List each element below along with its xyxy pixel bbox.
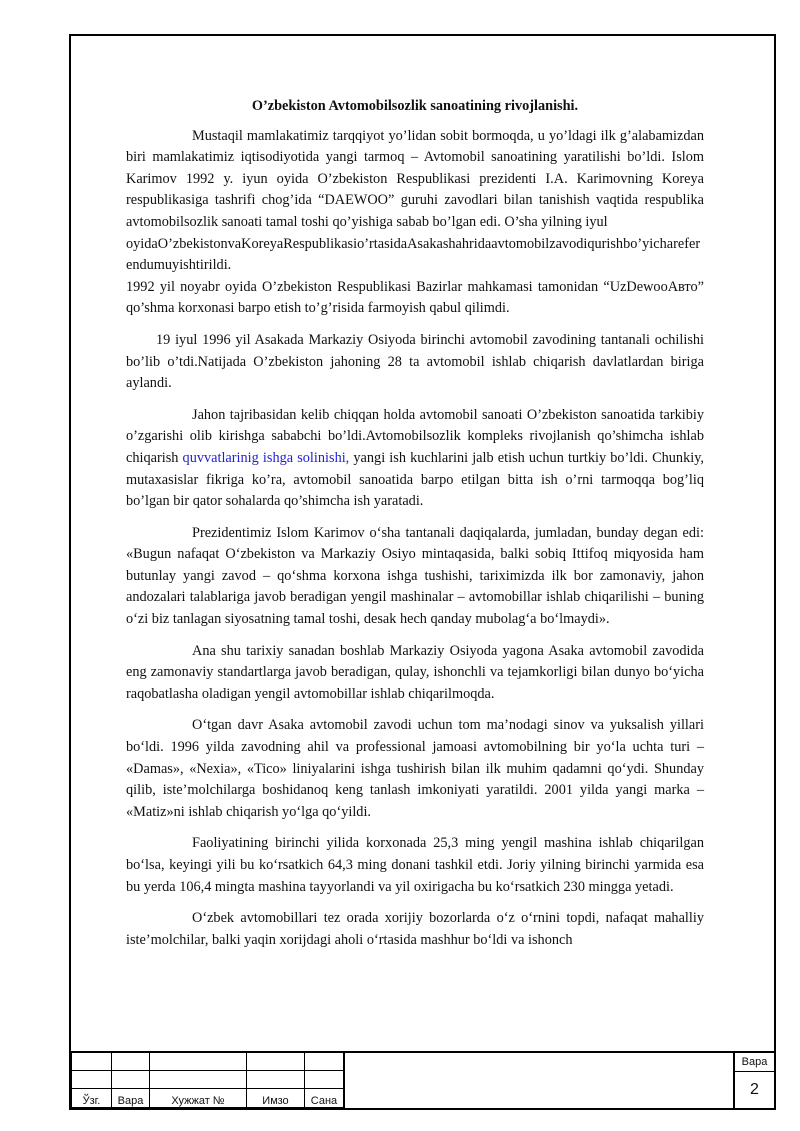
title-block-main: [343, 1051, 737, 1108]
document-body: [126, 96, 704, 961]
document-title: O’zbekiston Avtomobilsozlik sanoatining rivojlanishi.: [251, 98, 579, 114]
paragraph-6: O‘tgan davr Asaka avtomobil zavodi uchun tom ma’nodagi sinov va yuksalish yillari bo‘ldi. 1996 yilda zavodning ahil va professional jamoasi avtomobilning bir yo‘la uchta turi – «Damas», «Nexia», «Tico» liniyalarini ishga tushirish bilan ilk muhim qadamni qo‘ydi. Shunday qilib, iste’molchilarga boshidanoq keng tanlash imkoniyati yaratildi. 2001 yilda yangi marka – «Matiz»ni ishlab chiqarish yo‘lga qo‘yildi.: [126, 717, 704, 820]
sheet-label: Вара: [735, 1051, 774, 1072]
paragraph-7: Faoliyatining birinchi yilida korxonada 25,3 ming yengil mashina ishlab chiqarilgan bo‘lsa, keyingi yili bu ko‘rsatkich 64,3 ming donani tashkil etdi. Joriy yilning birinchi yarmida esa bu yerda 106,4 mingta mashina tayyorlandi va yil oxirigacha bu ko‘rsatkich 230 mingga yetadi.: [126, 835, 704, 895]
paragraph-8: O‘zbek avtomobillari tez orada xorijiy bozorlarda o‘z o‘rnini topdi, nafaqat mahalliy iste’molchilar, balki yaqin xorijdagi aholi o‘rtasida mashhur bo‘ldi va ishonch: [126, 910, 704, 948]
paragraph-3-text-a: Jahon tajribasidan kelib chiqqan holda avtomobil sanoati O’zbekiston sanoatida tarkibiy o’zgarishi olib kirishga sababchi bo’ldi.Avtomobilsozlik kompleks rivojlanish qo’shimcha ishlab chiqarish: [126, 406, 704, 466]
title-block: [71, 1051, 774, 1108]
page-frame: [69, 34, 776, 1110]
column-signature: Имзо: [247, 1089, 305, 1108]
column-date: Сана: [305, 1089, 344, 1108]
revision-table: [71, 1051, 344, 1108]
highlighted-link-text[interactable]: quvvatlarinig ishga solinishi,: [182, 449, 350, 466]
column-document-no: Хужжат №: [150, 1089, 247, 1108]
paragraph-1: [126, 126, 704, 234]
sheet-box: [733, 1051, 774, 1108]
paragraph-1-farmoyish-text: 1992 yil noyabr oyida O’zbekiston Respublikasi Bazirlar mahkamasi tamonidan “UzDewooАвто” qo’shma korxonasi barpo etish to’g’risida farmoyish qabul qilimdi.: [126, 278, 704, 317]
paragraph-4: Prezidentimiz Islom Karimov o‘sha tantanali daqiqalarda, jumladan, bunday degan edi: «Bugun nafaqat O‘zbekiston va Markaziy Osiyo mintaqasida, balki sobiq Ittifoq miqyosida ham butunlay yangi zavod – qo‘shma korxona ishga tushishi, tariximizda ilk bor zamonaviy, jahon andozalari talablariga javob beradigan yengil mashinalar – avtomobillar ishlab chiqarilishi – buning o‘zi biz tanlagan siyosatning tamal toshi, desak hech qanday mubolag‘a bo‘lmaydi».: [126, 524, 704, 628]
paragraph-1-continued: [126, 234, 704, 277]
paragraph-5: Ana shu tarixiy sanadan boshlab Markaziy Osiyoda yagona Asaka avtomobil zavodida eng zamonaviy standartlarga javob beradigan, qulay, ishonchli va tejamkorligi bilan dunyo bo‘yicha raqobatlasha oladigan yengil avtomobillar ishlab chiqarilmoqda.: [126, 642, 704, 702]
paragraph-1-end: [126, 277, 704, 320]
paragraph-3-text-b: yangi ish kuchlarini jalb etish uchun turtkiy bo’ldi. Chunkiy, mutaxasislar fikriga ko’ra, avtomobil sanoatida barpo etilgan bitta ish o’rni tarmoqqa bog’liq bo’lgan bir qator sohalarda qo’shimcha ish yaratadi.: [126, 449, 704, 510]
column-izm: Ўзг.: [72, 1089, 112, 1108]
paragraph-1-referendum-text: oyidaO’zbekistonvaKoreyaRespublikasio’rtasidaAsakashahridaavtomobilzavodiqurishbo’yichareferendumuyishtirildi.: [126, 235, 701, 274]
paragraph-2: 19 iyul 1996 yil Asakada Markaziy Osiyoda birinchi avtomobil zavodining tantanali ochilishi bo’lib o’tdi.Natijada O’zbekiston jahoning 28 ta avtomobil ishlab chiqarish davlatlardan biriga aylandi.: [126, 331, 704, 392]
sheet-number: 2: [750, 1081, 759, 1098]
column-sheet: Вара: [112, 1089, 150, 1108]
paragraph-1-text: Mustaqil mamlakatimiz tarqqiyot yo’lidan sobit bormoqda, u yo’ldagi ilk g’alabamizdan biri mamlakatimiz iqtisodiyotida yangi tarmoq – Avtomobil sanoatining yaratilishi bo’ldi. Islom Karimov 1992 y. iyun oyida O’zbekiston Respublikasi prezidenti I.A. Karimovning Koreya respublikasiga tashrifi chog’ida “DAEWOO” guruhi zavodlari bilan tanishish vaqtida respublika avtomobilsozlik sanoati tamal toshi qo’yishiga sabab bo’lgan edi. O’sha yilning iyul: [126, 127, 704, 230]
paragraph-3: [126, 405, 704, 513]
